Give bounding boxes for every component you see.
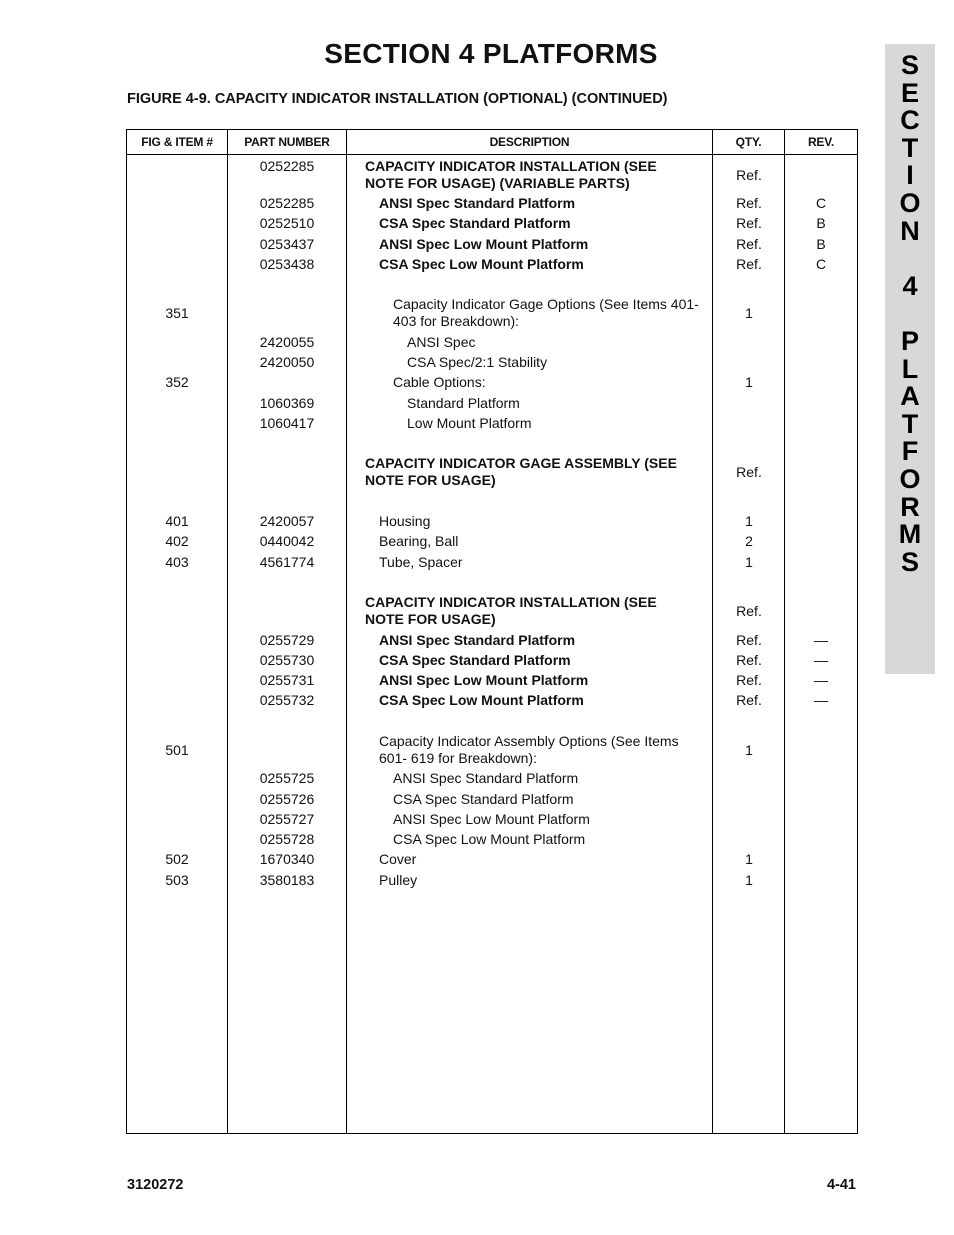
side-tab-letter: E	[900, 77, 919, 108]
side-tab-letter: A	[900, 381, 920, 412]
side-tab-letter: F	[901, 436, 919, 467]
fig-item-cell: 502	[165, 851, 189, 867]
figure-title: FIGURE 4-9. CAPACITY INDICATOR INSTALLATION (OPTIONAL) (CONTINUED)	[127, 91, 668, 107]
qty-cell: Ref.	[736, 603, 762, 619]
rev-cell: —	[814, 672, 828, 688]
part-number-cell: 0255732	[259, 692, 315, 708]
header-qty: QTY.	[735, 135, 762, 149]
qty-cell: Ref.	[736, 692, 762, 708]
page-number: 4-41	[826, 1177, 856, 1193]
part-number-cell: 2420055	[259, 334, 315, 350]
description-line: NOTE FOR USAGE)	[365, 611, 496, 627]
qty-cell: Ref.	[736, 256, 762, 272]
part-number-cell: 0252285	[259, 158, 315, 174]
qty-cell: Ref.	[736, 195, 762, 211]
side-tab-letter: O	[899, 187, 921, 218]
description-cell	[365, 158, 657, 192]
description-cell	[365, 594, 657, 628]
side-tab-letter: N	[900, 215, 920, 246]
description-line: NOTE FOR USAGE) (VARIABLE PARTS)	[365, 175, 630, 191]
fig-item-cell: 351	[165, 305, 189, 321]
section-title: SECTION 4 PLATFORMS	[324, 38, 658, 69]
qty-cell: Ref.	[736, 464, 762, 480]
description-cell	[379, 851, 416, 868]
description-line: ANSI Spec Standard Platform	[379, 632, 576, 648]
description-cell	[365, 455, 677, 489]
description-line: CSA Spec Standard Platform	[379, 652, 571, 668]
fig-item-cell: 402	[165, 533, 189, 549]
description-line: Standard Platform	[407, 395, 520, 411]
qty-cell: Ref.	[736, 236, 762, 252]
description-cell	[407, 354, 547, 371]
part-number-cell: 1060417	[259, 415, 315, 431]
rev-cell: B	[816, 236, 826, 252]
description-line: Cable Options:	[393, 374, 486, 390]
side-tab-letter: C	[900, 105, 920, 136]
description-cell	[407, 395, 520, 412]
column-divider	[346, 130, 347, 1133]
qty-cell: Ref.	[736, 215, 762, 231]
part-number-cell: 2420050	[259, 354, 315, 370]
description-line: 403 for Breakdown):	[393, 313, 520, 329]
description-cell	[379, 215, 571, 232]
qty-cell: 1	[745, 513, 753, 529]
part-number-cell: 2420057	[259, 513, 315, 529]
fig-item-cell: 403	[165, 554, 189, 570]
part-number-cell: 0255729	[259, 632, 315, 648]
part-number-cell: 0253438	[259, 256, 315, 272]
side-tab-letter: S	[900, 546, 919, 577]
description-line: CSA Spec Standard Platform	[379, 215, 571, 231]
description-cell	[379, 872, 417, 889]
rev-cell: —	[814, 652, 828, 668]
description-cell	[393, 374, 486, 391]
side-tab-text	[885, 52, 935, 576]
qty-cell: Ref.	[736, 672, 762, 688]
description-cell	[393, 791, 574, 808]
header-rev: REV.	[807, 135, 835, 149]
description-line: ANSI Spec Standard Platform	[393, 770, 579, 786]
description-cell	[379, 195, 575, 212]
description-cell	[379, 236, 588, 253]
header-part-number: PART NUMBER	[244, 135, 330, 149]
part-number-cell: 3580183	[259, 872, 315, 888]
description-line: CSA Spec Low Mount Platform	[393, 831, 586, 847]
qty-cell: 1	[745, 305, 753, 321]
header-fig-item: FIG & ITEM #	[141, 135, 213, 149]
document-number: 3120272	[127, 1177, 184, 1193]
description-line: Capacity Indicator Gage Options (See Items 401-	[393, 296, 699, 312]
description-line: ANSI Spec Low Mount Platform	[379, 672, 589, 688]
side-tab-letter: I	[906, 160, 914, 191]
qty-cell: Ref.	[736, 652, 762, 668]
side-tab-letter: R	[900, 491, 920, 522]
description-cell	[379, 554, 463, 571]
description-line: 601- 619 for Breakdown):	[379, 750, 537, 766]
qty-cell: 1	[745, 554, 753, 570]
description-line: ANSI Spec	[407, 334, 476, 350]
qty-cell: Ref.	[736, 632, 762, 648]
part-number-cell: 0255726	[259, 791, 315, 807]
part-number-cell: 4561774	[259, 554, 315, 570]
description-line: ANSI Spec Low Mount Platform	[379, 236, 589, 252]
side-tab-letter: L	[901, 353, 919, 384]
parts-table	[126, 129, 858, 1134]
description-cell	[379, 533, 458, 550]
description-line: Bearing, Ball	[379, 533, 459, 549]
side-tab-letter: P	[900, 325, 919, 356]
side-tab-letter: T	[901, 132, 919, 163]
description-cell	[379, 652, 571, 669]
description-cell	[393, 811, 590, 828]
side-tab-letter	[885, 245, 935, 273]
rev-cell: C	[815, 195, 827, 211]
part-number-cell: 0253437	[259, 236, 315, 252]
side-tab-letter: T	[901, 408, 919, 439]
part-number-cell: 0255727	[259, 811, 315, 827]
description-line: NOTE FOR USAGE)	[365, 472, 496, 488]
side-tab-letter	[885, 300, 935, 328]
fig-item-cell: 401	[165, 513, 189, 529]
description-line: CAPACITY INDICATOR GAGE ASSEMBLY (SEE	[365, 455, 677, 471]
part-number-cell: 0255730	[259, 652, 315, 668]
description-line: Tube, Spacer	[379, 554, 463, 570]
description-line: Pulley	[379, 872, 418, 888]
fig-item-cell: 352	[165, 374, 189, 390]
description-cell	[379, 632, 575, 649]
side-tab-letter: M	[898, 519, 922, 550]
description-cell	[379, 733, 679, 767]
rev-cell: B	[816, 215, 826, 231]
description-line: CAPACITY INDICATOR INSTALLATION (SEE	[365, 594, 657, 610]
description-cell	[393, 831, 585, 848]
table-header	[127, 130, 857, 155]
description-line: Low Mount Platform	[407, 415, 532, 431]
part-number-cell: 1060369	[259, 395, 315, 411]
part-number-cell: 1670340	[259, 851, 315, 867]
rev-cell: —	[814, 692, 828, 708]
side-tab-letter: 4	[902, 270, 918, 301]
description-line: CSA Spec Standard Platform	[393, 791, 574, 807]
description-line: Housing	[379, 513, 431, 529]
rev-cell: —	[814, 632, 828, 648]
description-line: CSA Spec Low Mount Platform	[379, 256, 584, 272]
section-side-tab	[885, 44, 935, 674]
qty-cell: 1	[745, 742, 753, 758]
side-tab-letter: O	[899, 463, 921, 494]
qty-cell: 1	[745, 374, 753, 390]
description-line: Cover	[379, 851, 417, 867]
description-line: CSA Spec/2:1 Stability	[407, 354, 548, 370]
side-tab-letter: S	[900, 50, 919, 80]
description-cell	[379, 692, 584, 709]
qty-cell: 1	[745, 872, 753, 888]
part-number-cell: 0255725	[259, 770, 315, 786]
description-cell	[407, 415, 532, 432]
part-number-cell: 0440042	[259, 533, 315, 549]
description-cell	[379, 672, 588, 689]
description-cell	[393, 770, 578, 787]
description-line: CSA Spec Low Mount Platform	[379, 692, 584, 708]
rev-cell: C	[815, 256, 827, 272]
description-line: Capacity Indicator Assembly Options (See Items	[379, 733, 679, 749]
qty-cell: 1	[745, 851, 753, 867]
fig-item-cell: 503	[165, 872, 189, 888]
description-cell	[379, 513, 430, 530]
header-description: DESCRIPTION	[489, 135, 570, 149]
qty-cell: Ref.	[736, 167, 762, 183]
part-number-cell: 0255731	[259, 672, 315, 688]
description-cell	[407, 334, 475, 351]
part-number-cell: 0252510	[259, 215, 315, 231]
qty-cell: 2	[745, 533, 753, 549]
fig-item-cell: 501	[165, 742, 189, 758]
part-number-cell: 0255728	[259, 831, 315, 847]
description-cell	[393, 296, 699, 330]
description-line: CAPACITY INDICATOR INSTALLATION (SEE	[365, 158, 657, 174]
description-line: ANSI Spec Low Mount Platform	[393, 811, 590, 827]
part-number-cell: 0252285	[259, 195, 315, 211]
description-line: ANSI Spec Standard Platform	[379, 195, 576, 211]
description-cell	[379, 256, 584, 273]
